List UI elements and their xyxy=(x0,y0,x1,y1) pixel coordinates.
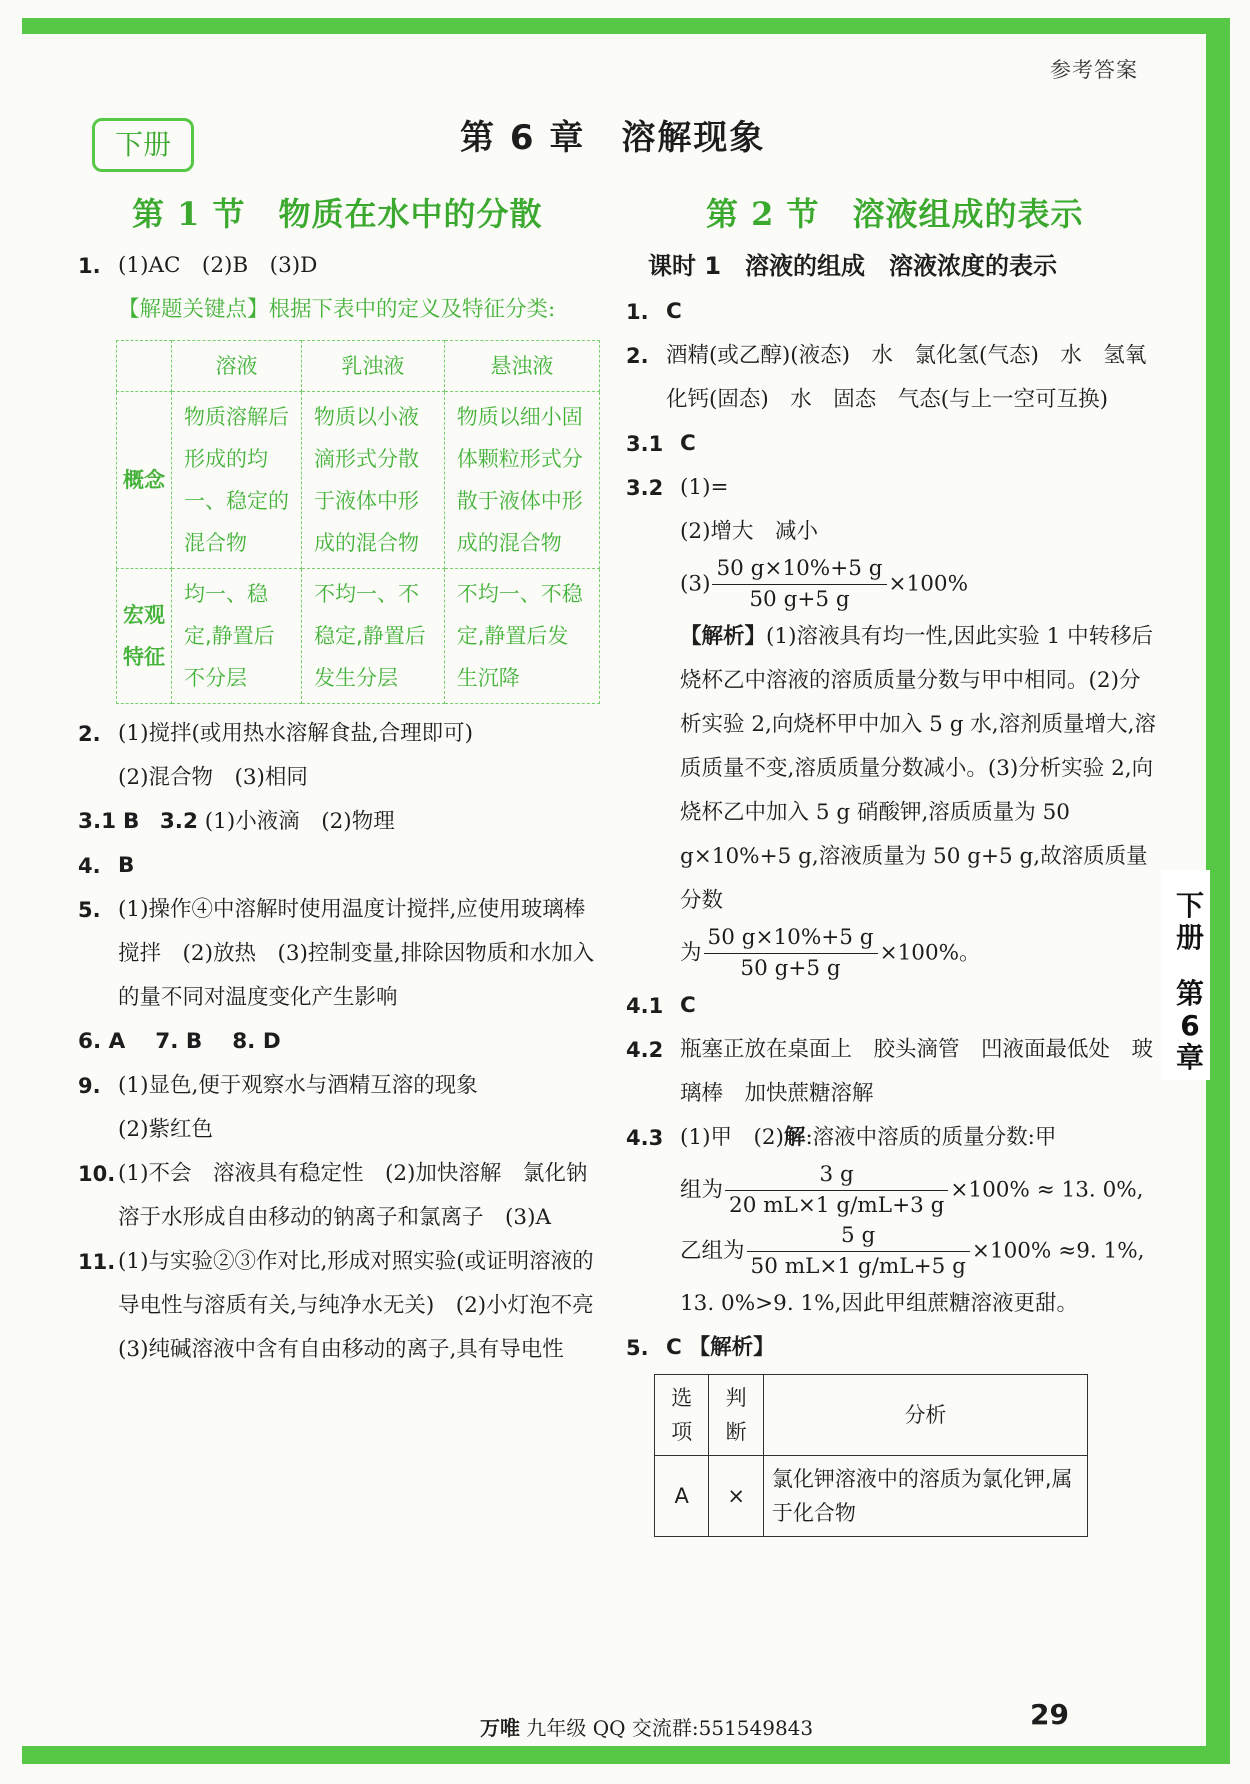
question-4-1 xyxy=(626,984,1156,1028)
question-5 xyxy=(626,1326,1156,1370)
question-3-1 xyxy=(626,422,1156,466)
table-header-row xyxy=(655,1375,1088,1456)
table-row-head: 概念 xyxy=(117,392,172,569)
page-number: 29 xyxy=(1030,1698,1069,1731)
fraction xyxy=(747,1221,970,1282)
table-row xyxy=(117,569,600,704)
question-2 xyxy=(78,712,600,800)
side-tab-chapter: 第6章 xyxy=(1175,977,1204,1074)
question-3-2 xyxy=(626,466,1156,984)
footer xyxy=(480,1712,813,1741)
top-border xyxy=(22,18,1230,34)
answer-text: B xyxy=(122,809,140,834)
table-row xyxy=(655,1456,1088,1537)
question-number: 1. xyxy=(626,300,649,324)
question-number: 11. xyxy=(78,1250,116,1274)
fraction-denominator: 50 g+5 g xyxy=(749,587,850,612)
answer-text: (1)小液滴 (2)物理 xyxy=(204,809,395,834)
fraction xyxy=(712,554,886,615)
analysis-table xyxy=(654,1374,1088,1537)
formula-suffix: ×100% ≈ 13. 0%, xyxy=(950,1177,1144,1203)
answer-text: C xyxy=(666,1335,682,1360)
table-cell: 氯化钾溶液中的溶质为氯化钾,属于化合物 xyxy=(763,1456,1087,1537)
table-cell: 物质溶解后形成的均一、稳定的混合物 xyxy=(172,392,302,569)
analysis-text: (1)溶液具有均一性,因此实验 1 中转移后烧杯乙中溶液的溶质质量分数与甲中相同。(2)分析实验 2,向烧杯甲中加入 5 g 水,溶剂质量增大,溶质质量不变,溶质质量分数减小。(3)分析实验 2,向烧杯乙中加入 5 g 硝酸钾,溶质质量为 50 g×10%+5 g,溶液质量为 50 g+5 g,故溶质质量分数 xyxy=(680,624,1156,913)
footer-brand: 万唯 xyxy=(480,1716,520,1740)
table-cell: 均一、稳定,静置后不分层 xyxy=(172,569,302,704)
question-number: 3.2 xyxy=(626,476,664,500)
fraction-denominator: 20 mL×1 g/mL+3 g xyxy=(729,1193,945,1218)
question-number: 7. xyxy=(155,1029,179,1054)
formula-prefix: (3) xyxy=(680,571,711,597)
hint-label: 【解题关键点】 xyxy=(118,297,269,322)
formula-suffix: ×100%。 xyxy=(879,940,981,966)
answer-line xyxy=(680,1116,1156,1160)
answer-part: (1)甲 (2) xyxy=(680,1125,784,1150)
question-number: 4.2 xyxy=(626,1038,664,1062)
answer-formula xyxy=(680,554,1156,615)
answer-text: C xyxy=(680,993,696,1018)
answer-part: (1)= xyxy=(680,475,729,500)
book-badge: 下册 xyxy=(92,118,194,172)
table-cell: 物质以小液滴形式分散于液体中形成的混合物 xyxy=(302,392,445,569)
answer-text: C xyxy=(680,431,696,456)
side-tab-book: 下册 xyxy=(1175,889,1204,954)
fraction xyxy=(725,1160,948,1221)
formula-prefix: 为 xyxy=(680,940,702,966)
formula-prefix: 乙组为 xyxy=(680,1238,745,1264)
answer-text: (1)操作④中溶解时使用温度计搅拌,应使用玻璃棒搅拌 (2)放热 (3)控制变量,排除因物质和水加入的量不同对温度变化产生影响 xyxy=(118,897,595,1010)
table-cell: A xyxy=(655,1456,709,1537)
right-column xyxy=(626,190,1156,1537)
question-number: 3.1 xyxy=(78,809,117,834)
fraction xyxy=(704,923,878,984)
fraction-numerator: 50 g×10%+5 g xyxy=(704,923,878,954)
question-5 xyxy=(78,888,600,1020)
fraction-denominator: 50 g+5 g xyxy=(740,956,841,981)
table-cell: × xyxy=(709,1456,763,1537)
classification-table xyxy=(116,340,600,704)
bottom-border xyxy=(22,1746,1230,1764)
question-4-3 xyxy=(626,1116,1156,1326)
lesson-title: 课时 1 溶液的组成 溶液浓度的表示 xyxy=(648,252,1058,280)
answer-text: A xyxy=(108,1029,126,1054)
question-9 xyxy=(78,1064,600,1152)
table-cell: 不均一、不稳定,静置后发生沉降 xyxy=(444,569,599,704)
formula-prefix: 组为 xyxy=(680,1177,724,1203)
table-header-row xyxy=(117,341,600,392)
answer-text: C xyxy=(666,299,682,324)
question-3 xyxy=(78,800,600,844)
conclusion: 13. 0%>9. 1%,因此甲组蔗糖溶液更甜。 xyxy=(680,1291,1078,1316)
table-cell: 物质以细小固体颗粒形式分散于液体中形成的混合物 xyxy=(444,392,599,569)
answer-keyword: 解 xyxy=(783,1125,806,1150)
question-4-2 xyxy=(626,1028,1156,1116)
chapter-title: 第 6 章 溶解现象 xyxy=(460,118,766,158)
question-number: 2. xyxy=(626,344,649,368)
answer-text: (1)AC (2)B (3)D xyxy=(118,253,318,278)
question-4 xyxy=(78,844,600,888)
question-11 xyxy=(78,1240,616,1372)
question-number: 3.2 xyxy=(159,809,198,834)
formula-suffix: ×100% xyxy=(888,571,969,597)
left-column xyxy=(78,190,616,1372)
analysis-label: 【解析】 xyxy=(688,1335,775,1360)
answer-text: 瓶塞正放在桌面上 胶头滴管 凹液面最低处 玻璃棒 加快蔗糖溶解 xyxy=(680,1037,1154,1106)
answer-text: B xyxy=(118,853,135,878)
table-header-cell: 选项 xyxy=(655,1375,709,1456)
question-number: 4.1 xyxy=(626,994,664,1018)
question-number: 4.3 xyxy=(626,1126,664,1150)
table-header-cell: 乳浊液 xyxy=(302,341,445,392)
table-header-cell: 溶液 xyxy=(172,341,302,392)
hint-text: 根据下表中的定义及特征分类: xyxy=(268,297,556,322)
formula-group-b xyxy=(680,1221,1156,1282)
question-2 xyxy=(626,334,1156,422)
table-row-head: 宏观特征 xyxy=(117,569,172,704)
analysis xyxy=(680,615,1156,923)
answer-text: B xyxy=(185,1029,203,1054)
fraction-numerator: 3 g xyxy=(725,1160,948,1191)
fraction-denominator: 50 mL×1 g/mL+5 g xyxy=(750,1254,966,1279)
table-header-cell: 分析 xyxy=(763,1375,1087,1456)
question-number: 9. xyxy=(78,1074,101,1098)
question-number: 10. xyxy=(78,1162,116,1186)
footer-text: 九年级 QQ 交流群:551549843 xyxy=(526,1716,814,1740)
questions-6-8 xyxy=(78,1020,600,1064)
formula-group-a xyxy=(680,1160,1156,1221)
question-1 xyxy=(78,244,600,332)
answer-text: 酒精(或乙醇)(液态) 水 氯化氢(气态) 水 氢氧化钙(固态) 水 固态 气态(与上一空可互换) xyxy=(666,343,1147,412)
answer-text: (1)搅拌(或用热水溶解食盐,合理即可) xyxy=(118,721,474,746)
analysis-formula xyxy=(680,923,1156,984)
answer-text: (1)与实验②③作对比,形成对照实验(或证明溶液的导电性与溶质有关,与纯净水无关) (2)小灯泡不亮 (3)纯碱溶液中含有自由移动的离子,具有导电性 xyxy=(118,1249,616,1362)
question-number: 4. xyxy=(78,854,101,878)
question-1 xyxy=(626,290,1156,334)
question-number: 5. xyxy=(78,898,101,922)
fraction-numerator: 50 g×10%+5 g xyxy=(712,554,886,585)
table-row xyxy=(117,392,600,569)
table-header-cell: 判断 xyxy=(709,1375,763,1456)
side-tab xyxy=(1172,890,1208,1074)
section-title-2: 第 2 节 溶液组成的表示 xyxy=(706,195,1084,233)
hint xyxy=(118,288,600,332)
fraction-numerator: 5 g xyxy=(747,1221,970,1252)
answer-text: (2)混合物 (3)相同 xyxy=(118,765,308,790)
question-10 xyxy=(78,1152,600,1240)
table-corner-cell xyxy=(117,341,172,392)
answer-text: D xyxy=(262,1029,281,1054)
answer-text: (1)显色,便于观察水与酒精互溶的现象 xyxy=(118,1073,478,1098)
analysis-label: 【解析】 xyxy=(680,624,767,649)
answer-text: (2)紫红色 xyxy=(118,1117,213,1142)
section-title-1: 第 1 节 物质在水中的分散 xyxy=(132,195,543,233)
formula-suffix: ×100% ≈9. 1%, xyxy=(971,1238,1145,1264)
question-number: 5. xyxy=(626,1336,649,1360)
question-number: 8. xyxy=(232,1029,256,1054)
answer-part: (2)增大 减小 xyxy=(680,519,818,544)
table-header-cell: 悬浊液 xyxy=(444,341,599,392)
question-number: 1. xyxy=(78,254,101,278)
answer-part: :溶液中溶质的质量分数:甲 xyxy=(805,1125,1057,1150)
question-number: 6. xyxy=(78,1029,102,1054)
question-number: 3.1 xyxy=(626,432,664,456)
answer-text: (1)不会 溶液具有稳定性 (2)加快溶解 氯化钠溶于水形成自由移动的钠离子和氯离子 (3)A xyxy=(118,1161,588,1230)
header-label: 参考答案 xyxy=(1050,58,1138,82)
table-cell: 不均一、不稳定,静置后发生分层 xyxy=(302,569,445,704)
question-number: 2. xyxy=(78,722,101,746)
